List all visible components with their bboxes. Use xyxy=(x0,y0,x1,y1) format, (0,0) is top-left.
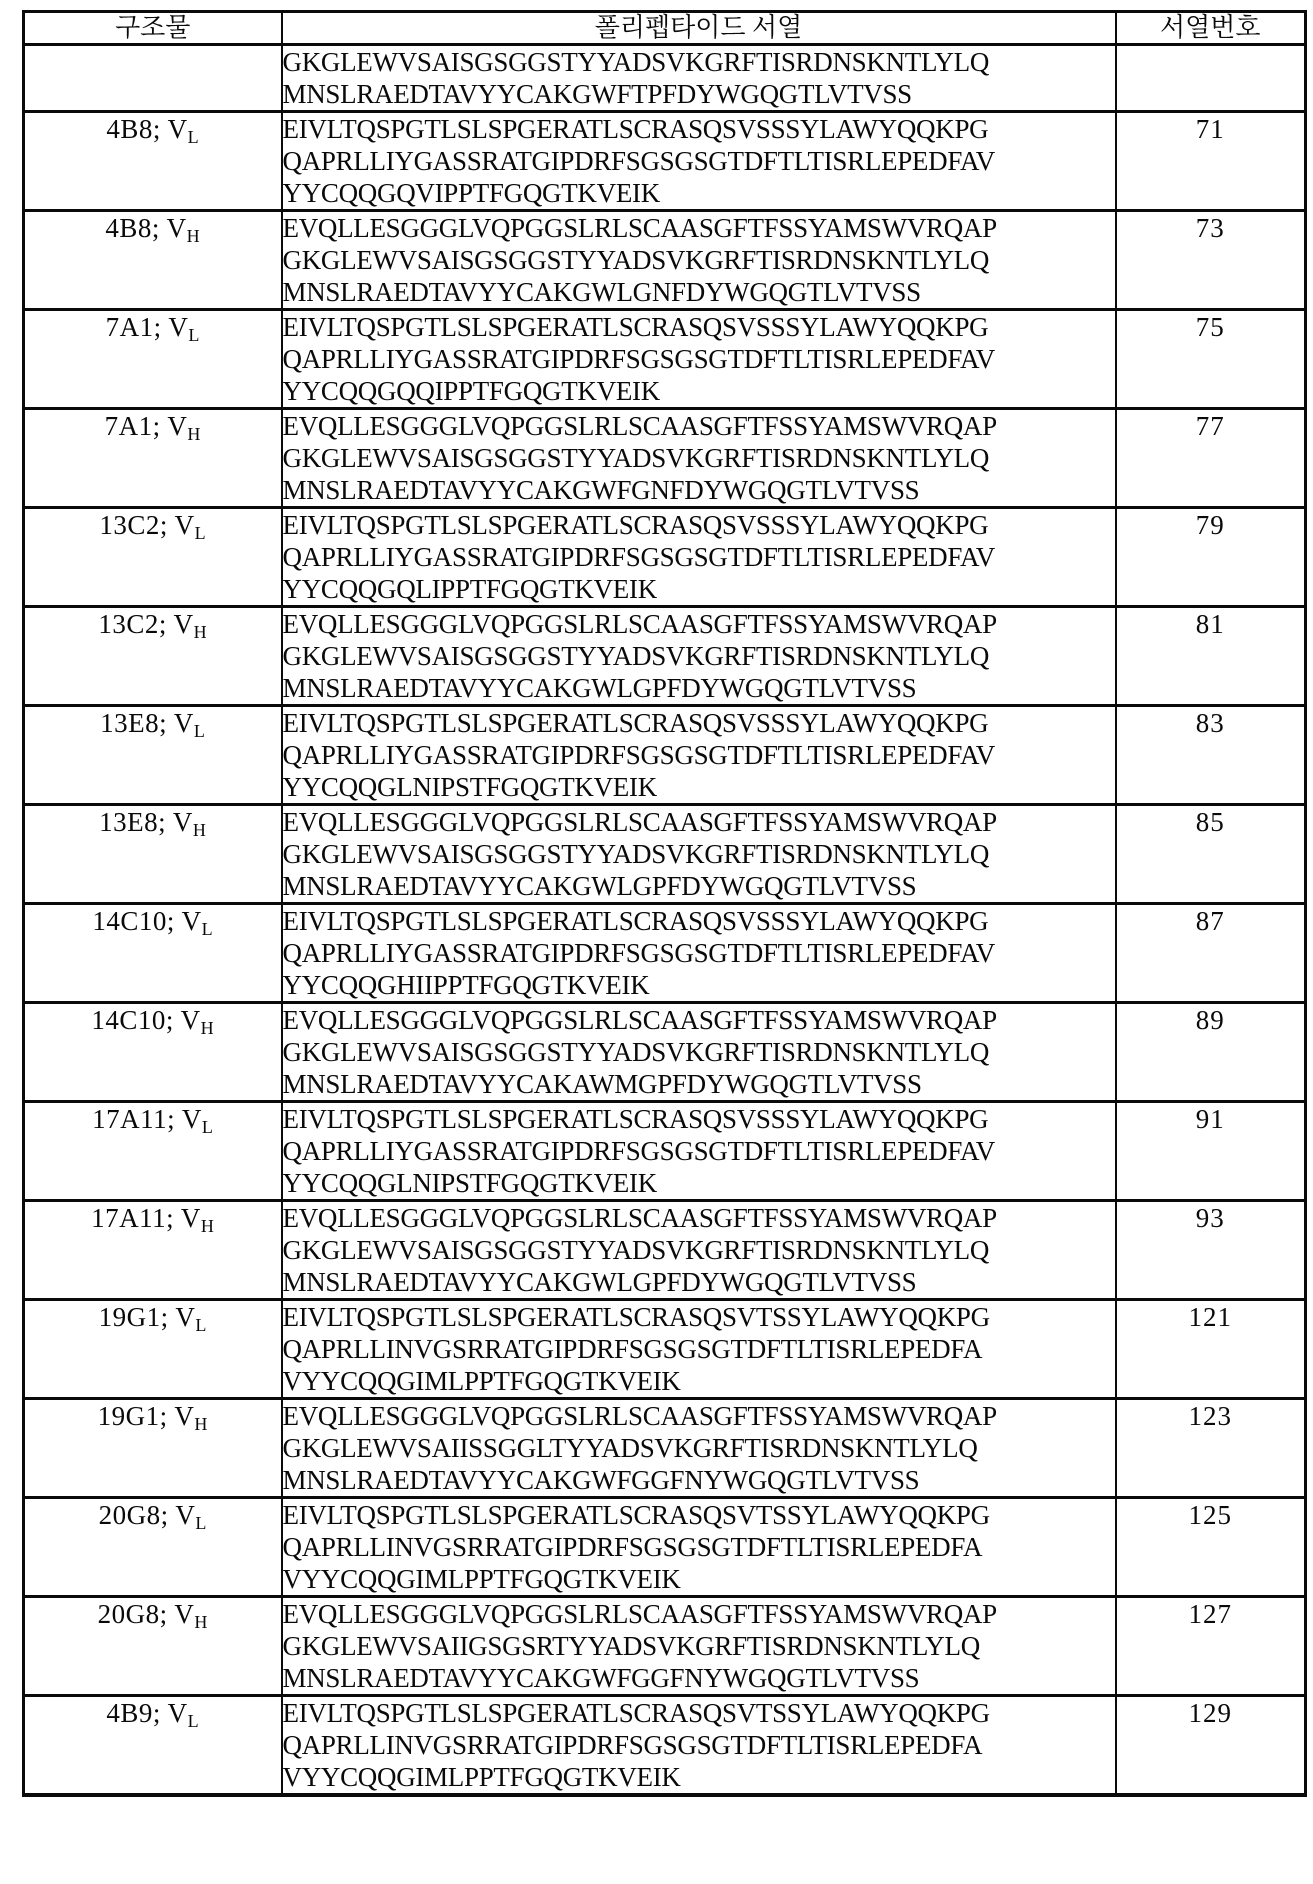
sequence-number: 93 xyxy=(1116,1201,1306,1300)
construct-cell xyxy=(24,508,282,607)
sequence-line: GKGLEWVSAISGSGGSTYYADSVKGRFTISRDNSKNTLYLQ xyxy=(282,245,990,275)
sequence-number xyxy=(1116,45,1306,112)
sequence-line: EIVLTQSPGTLSLSPGERATLSCRASQSVSSSYLAWYQQKPG xyxy=(282,114,989,144)
header-polypeptide-sequence: 폴리펩타이드 서열 xyxy=(282,12,1116,45)
sequence-number: 83 xyxy=(1116,706,1306,805)
construct-cell xyxy=(24,1597,282,1696)
sequence-line: EVQLLESGGGLVQPGGSLRLSCAASGFTFSSYAMSWVRQAP xyxy=(282,1401,997,1431)
sequence-line: MNSLRAEDTAVYYCAKGWLGPFDYWGQGTLVTVSS xyxy=(282,673,917,703)
construct-label: 13C2; V xyxy=(99,510,195,540)
table-row xyxy=(24,508,1306,607)
construct-chain-subscript: H xyxy=(200,1216,215,1236)
sequence-number: 121 xyxy=(1116,1300,1306,1399)
table-row xyxy=(24,1003,1306,1102)
construct-label: 13E8; V xyxy=(99,807,193,837)
sequence-line: MNSLRAEDTAVYYCAKGWFGGFNYWGQGTLVTVSS xyxy=(282,1663,920,1693)
sequence-cell xyxy=(282,706,1116,805)
sequence-line: GKGLEWVSAIIGSGSRTYYADSVKGRFTISRDNSKNTLYLQ xyxy=(282,1631,980,1661)
table-row xyxy=(24,904,1306,1003)
sequence-line: MNSLRAEDTAVYYCAKGWFGNFDYWGQGTLVTVSS xyxy=(282,475,920,505)
sequence-line: QAPRLLIYGASSRATGIPDRFSGSGSGTDFTLTISRLEPEDFAV xyxy=(282,938,995,968)
table-row xyxy=(24,211,1306,310)
construct-cell xyxy=(24,1003,282,1102)
construct-chain-subscript: H xyxy=(194,1612,208,1632)
sequence-number: 129 xyxy=(1116,1696,1306,1796)
sequence-line: QAPRLLINVGSRRATGIPDRFSGSGSGTDFTLTISRLEPEDFA xyxy=(282,1532,983,1562)
sequence-line: EVQLLESGGGLVQPGGSLRLSCAASGFTFSSYAMSWVRQAP xyxy=(282,1599,997,1629)
construct-label: 19G1; V xyxy=(97,1401,195,1431)
sequence-line: MNSLRAEDTAVYYCAKGWFTPFDYWGQGTLVTVSS xyxy=(282,79,912,109)
construct-label: 17A11; V xyxy=(91,1203,201,1233)
sequence-line: GKGLEWVSAISGSGGSTYYADSVKGRFTISRDNSKNTLYLQ xyxy=(282,1235,990,1265)
sequence-number: 89 xyxy=(1116,1003,1306,1102)
sequence-number: 81 xyxy=(1116,607,1306,706)
sequence-line: EIVLTQSPGTLSLSPGERATLSCRASQSVSSSYLAWYQQKPG xyxy=(282,708,989,738)
sequence-line: EVQLLESGGGLVQPGGSLRLSCAASGFTFSSYAMSWVRQAP xyxy=(282,213,997,243)
sequence-line: EIVLTQSPGTLSLSPGERATLSCRASQSVSSSYLAWYQQKPG xyxy=(282,312,989,342)
table-row xyxy=(24,409,1306,508)
sequence-number: 91 xyxy=(1116,1102,1306,1201)
sequence-cell xyxy=(282,508,1116,607)
sequence-line: YYCQQGQQIPPTFGQGTKVEIK xyxy=(282,376,660,406)
sequence-number: 127 xyxy=(1116,1597,1306,1696)
construct-label: 4B8; V xyxy=(105,213,187,243)
sequence-line: QAPRLLIYGASSRATGIPDRFSGSGSGTDFTLTISRLEPEDFAV xyxy=(282,1136,995,1166)
sequence-line: EVQLLESGGGLVQPGGSLRLSCAASGFTFSSYAMSWVRQAP xyxy=(282,411,997,441)
table-row xyxy=(24,607,1306,706)
sequence-cell xyxy=(282,1201,1116,1300)
construct-label: 7A1; V xyxy=(104,411,188,441)
sequence-number: 123 xyxy=(1116,1399,1306,1498)
sequence-line: YYCQQGQVIPPTFGQGTKVEIK xyxy=(282,178,660,208)
sequence-line: GKGLEWVSAIISSGGLTYYADSVKGRFTISRDNSKNTLYLQ xyxy=(282,1433,978,1463)
construct-chain-subscript: L xyxy=(187,127,200,147)
table-row xyxy=(24,1300,1306,1399)
sequence-line: YYCQQGLNIPSTFGQGTKVEIK xyxy=(282,1168,657,1198)
sequence-line: EVQLLESGGGLVQPGGSLRLSCAASGFTFSSYAMSWVRQAP xyxy=(282,609,997,639)
sequence-line: GKGLEWVSAISGSGGSTYYADSVKGRFTISRDNSKNTLYLQ xyxy=(282,47,990,77)
construct-cell xyxy=(24,211,282,310)
construct-label: 19G1; V xyxy=(98,1302,196,1332)
construct-label: 20G8; V xyxy=(97,1599,195,1629)
sequence-cell xyxy=(282,409,1116,508)
sequence-line: GKGLEWVSAISGSGGSTYYADSVKGRFTISRDNSKNTLYLQ xyxy=(282,443,990,473)
sequence-cell xyxy=(282,112,1116,211)
sequence-line: YYCQQGQLIPPTFGQGTKVEIK xyxy=(282,574,657,604)
sequence-cell xyxy=(282,1498,1116,1597)
construct-cell xyxy=(24,310,282,409)
sequence-line: QAPRLLIYGASSRATGIPDRFSGSGSGTDFTLTISRLEPEDFAV xyxy=(282,146,995,176)
construct-cell xyxy=(24,706,282,805)
sequence-cell xyxy=(282,1300,1116,1399)
sequence-line: QAPRLLINVGSRRATGIPDRFSGSGSGTDFTLTISRLEPEDFA xyxy=(282,1334,983,1364)
construct-label: 17A11; V xyxy=(92,1104,202,1134)
sequence-line: EIVLTQSPGTLSLSPGERATLSCRASQSVTSSYLAWYQQKPG xyxy=(282,1302,990,1332)
sequence-cell xyxy=(282,1696,1116,1796)
construct-chain-subscript: L xyxy=(195,1315,207,1335)
sequence-cell xyxy=(282,805,1116,904)
construct-cell xyxy=(24,409,282,508)
construct-label: 7A1; V xyxy=(105,312,189,342)
construct-chain-subscript: H xyxy=(193,622,208,642)
header-sequence-number: 서열번호 xyxy=(1116,12,1306,45)
sequence-line: EIVLTQSPGTLSLSPGERATLSCRASQSVTSSYLAWYQQKPG xyxy=(282,1698,990,1728)
sequence-line: MNSLRAEDTAVYYCAKGWLGPFDYWGQGTLVTVSS xyxy=(282,871,917,901)
sequence-number: 71 xyxy=(1116,112,1306,211)
table-row xyxy=(24,45,1306,112)
sequence-line: EVQLLESGGGLVQPGGSLRLSCAASGFTFSSYAMSWVRQAP xyxy=(282,1005,997,1035)
construct-label: 14C10; V xyxy=(91,1005,201,1035)
table-row xyxy=(24,1597,1306,1696)
construct-chain-subscript: L xyxy=(201,919,214,939)
sequence-cell xyxy=(282,1102,1116,1201)
construct-chain-subscript: H xyxy=(194,1414,208,1434)
sequence-cell xyxy=(282,1003,1116,1102)
construct-chain-subscript: H xyxy=(200,1018,215,1038)
construct-label: 4B9; V xyxy=(106,1698,188,1728)
sequence-line: EIVLTQSPGTLSLSPGERATLSCRASQSVSSSYLAWYQQKPG xyxy=(282,510,989,540)
sequence-line: VYYCQQGIMLPPTFGQGTKVEIK xyxy=(282,1366,681,1396)
construct-chain-subscript: L xyxy=(201,1117,214,1137)
sequence-line: EIVLTQSPGTLSLSPGERATLSCRASQSVTSSYLAWYQQKPG xyxy=(282,1500,990,1530)
table-row xyxy=(24,1201,1306,1300)
table-row xyxy=(24,1399,1306,1498)
sequence-number: 79 xyxy=(1116,508,1306,607)
sequence-line: QAPRLLIYGASSRATGIPDRFSGSGSGTDFTLTISRLEPEDFAV xyxy=(282,740,995,770)
sequence-cell xyxy=(282,1399,1116,1498)
sequence-line: MNSLRAEDTAVYYCAKGWFGGFNYWGQGTLVTVSS xyxy=(282,1465,920,1495)
construct-label: 13E8; V xyxy=(100,708,194,738)
construct-cell xyxy=(24,1399,282,1498)
header-construct: 구조물 xyxy=(24,12,282,45)
sequence-cell xyxy=(282,310,1116,409)
sequence-line: VYYCQQGIMLPPTFGQGTKVEIK xyxy=(282,1762,681,1792)
sequence-line: GKGLEWVSAISGSGGSTYYADSVKGRFTISRDNSKNTLYLQ xyxy=(282,839,990,869)
table-row xyxy=(24,805,1306,904)
sequence-line: EVQLLESGGGLVQPGGSLRLSCAASGFTFSSYAMSWVRQAP xyxy=(282,807,997,837)
sequence-line: YYCQQGHIIPPTFGQGTKVEIK xyxy=(282,970,650,1000)
sequence-line: EIVLTQSPGTLSLSPGERATLSCRASQSVSSSYLAWYQQKPG xyxy=(282,1104,989,1134)
construct-chain-subscript: L xyxy=(195,1513,207,1533)
construct-cell xyxy=(24,112,282,211)
construct-label: 4B8; V xyxy=(106,114,188,144)
polypeptide-sequence-table xyxy=(22,10,1307,1797)
construct-label: 20G8; V xyxy=(98,1500,196,1530)
sequence-line: VYYCQQGIMLPPTFGQGTKVEIK xyxy=(282,1564,681,1594)
construct-chain-subscript: L xyxy=(193,721,206,741)
table-row xyxy=(24,310,1306,409)
construct-chain-subscript: L xyxy=(188,325,200,345)
construct-chain-subscript: L xyxy=(187,1711,200,1731)
construct-chain-subscript: H xyxy=(186,226,201,246)
construct-cell xyxy=(24,805,282,904)
sequence-line: YYCQQGLNIPSTFGQGTKVEIK xyxy=(282,772,657,802)
sequence-cell xyxy=(282,607,1116,706)
sequence-cell xyxy=(282,904,1116,1003)
table-row xyxy=(24,1102,1306,1201)
sequence-number: 125 xyxy=(1116,1498,1306,1597)
construct-label: 14C10; V xyxy=(92,906,202,936)
table-header-row xyxy=(24,12,1306,45)
sequence-line: QAPRLLINVGSRRATGIPDRFSGSGSGTDFTLTISRLEPEDFA xyxy=(282,1730,983,1760)
sequence-line: EVQLLESGGGLVQPGGSLRLSCAASGFTFSSYAMSWVRQAP xyxy=(282,1203,997,1233)
construct-cell xyxy=(24,1201,282,1300)
construct-chain-subscript: H xyxy=(192,820,207,840)
construct-chain-subscript: H xyxy=(187,424,201,444)
construct-cell xyxy=(24,1696,282,1796)
table-row xyxy=(24,112,1306,211)
construct-cell xyxy=(24,45,282,112)
sequence-cell xyxy=(282,1597,1116,1696)
sequence-number: 77 xyxy=(1116,409,1306,508)
sequence-cell xyxy=(282,45,1116,112)
sequence-number: 85 xyxy=(1116,805,1306,904)
sequence-cell xyxy=(282,211,1116,310)
table-row xyxy=(24,1498,1306,1597)
construct-cell xyxy=(24,1300,282,1399)
sequence-line: GKGLEWVSAISGSGGSTYYADSVKGRFTISRDNSKNTLYLQ xyxy=(282,1037,990,1067)
table-row xyxy=(24,706,1306,805)
construct-cell xyxy=(24,607,282,706)
construct-cell xyxy=(24,1102,282,1201)
table-row xyxy=(24,1696,1306,1796)
sequence-line: MNSLRAEDTAVYYCAKGWLGPFDYWGQGTLVTVSS xyxy=(282,1267,917,1297)
sequence-number: 73 xyxy=(1116,211,1306,310)
sequence-line: MNSLRAEDTAVYYCAKGWLGNFDYWGQGTLVTVSS xyxy=(282,277,921,307)
sequence-line: EIVLTQSPGTLSLSPGERATLSCRASQSVSSSYLAWYQQKPG xyxy=(282,906,989,936)
sequence-line: GKGLEWVSAISGSGGSTYYADSVKGRFTISRDNSKNTLYLQ xyxy=(282,641,990,671)
construct-cell xyxy=(24,904,282,1003)
sequence-line: QAPRLLIYGASSRATGIPDRFSGSGSGTDFTLTISRLEPEDFAV xyxy=(282,542,995,572)
construct-label: 13C2; V xyxy=(98,609,194,639)
sequence-line: MNSLRAEDTAVYYCAKAWMGPFDYWGQGTLVTVSS xyxy=(282,1069,922,1099)
construct-cell xyxy=(24,1498,282,1597)
construct-chain-subscript: L xyxy=(194,523,207,543)
sequence-line: QAPRLLIYGASSRATGIPDRFSGSGSGTDFTLTISRLEPEDFAV xyxy=(282,344,995,374)
sequence-number: 75 xyxy=(1116,310,1306,409)
sequence-number: 87 xyxy=(1116,904,1306,1003)
